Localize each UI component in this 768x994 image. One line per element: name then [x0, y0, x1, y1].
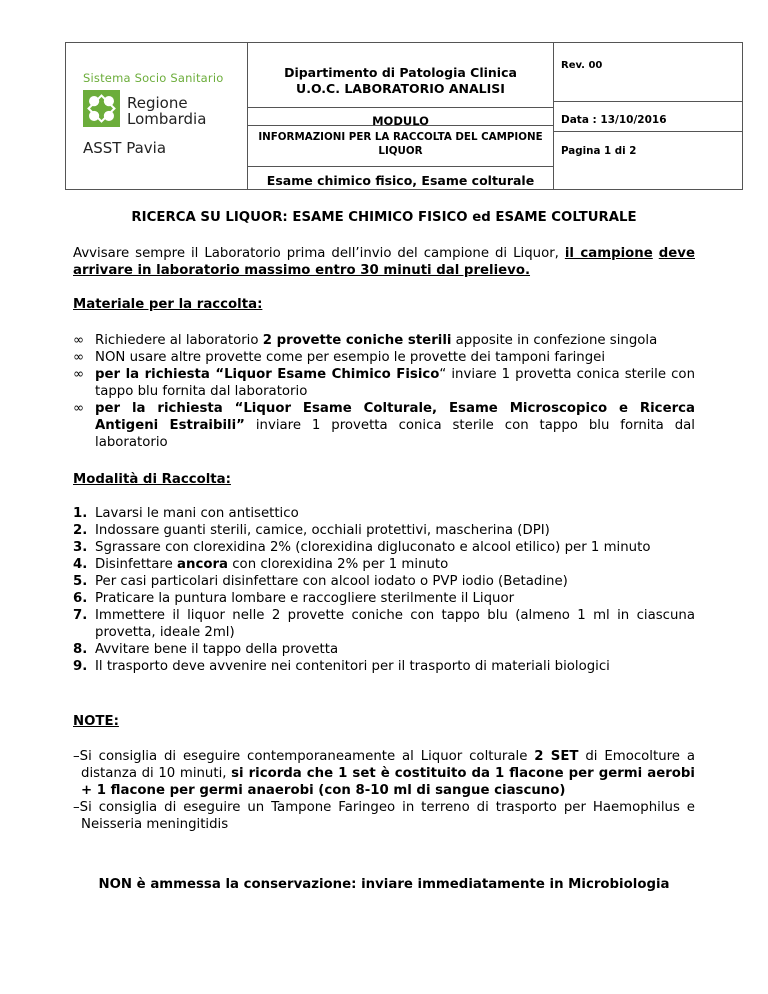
modulo-label: MODULO: [372, 114, 429, 128]
department-line2: U.O.C. LABORATORIO ANALISI: [296, 81, 505, 96]
material-list: [73, 332, 695, 451]
logo-system-text: Sistema Socio Sanitario: [83, 71, 224, 85]
divider: [247, 166, 553, 167]
list-item: 4. Disinfettare ancora con clorexidina 2% per 1 minuto: [73, 557, 449, 572]
material-heading: Materiale per la raccolta:: [73, 297, 263, 312]
notes-heading: NOTE:: [73, 714, 119, 729]
document-title: RICERCA SU LIQUOR: ESAME CHIMICO FISICO ed ESAME COLTURALE: [131, 210, 637, 225]
date-label: Data : 13/10/2016: [561, 114, 667, 126]
department-title: [248, 65, 553, 97]
list-item: ∞ Richiedere al laboratorio 2 provette coniche sterili apposite in confezione singola: [73, 333, 658, 348]
divider: [553, 131, 742, 132]
list-item: 2. Indossare guanti sterili, camice, occhiali protettivi, mascherina (DPI): [73, 523, 550, 538]
list-item: ∞ NON usare altre provette come per esempio le provette dei tamponi faringei: [73, 350, 606, 365]
bullet-icon: ∞: [73, 333, 85, 348]
logo-region-line1: Regione: [127, 94, 188, 112]
info-title: [248, 130, 553, 158]
info-line1: INFORMAZIONI PER LA RACCOLTA DEL CAMPIONE: [258, 131, 543, 143]
intro-emphasis-2: deve arrivare in laboratorio massimo entro 30 minuti dal prelievo.: [73, 246, 695, 278]
exam-title: Esame chimico fisico, Esame colturale: [266, 173, 535, 188]
intro-paragraph: [73, 245, 695, 279]
divider: [553, 43, 554, 189]
divider: [247, 107, 553, 108]
note-item: –Si consiglia di eseguire un Tampone Faringeo in terreno di trasporto per Haemophilus e Neisseria meningitidis: [73, 800, 695, 832]
collection-heading: Modalità di Raccolta:: [73, 472, 231, 487]
revision-label: Rev. 00: [561, 60, 603, 71]
list-item: ∞ per la richiesta “Liquor Esame Colturale, Esame Microscopico e Ricerca Antigeni Estraibili” inviare 1 provetta conica sterile con tappo blu fornita dal laboratorio: [73, 401, 696, 450]
info-line2: LIQUOR: [378, 145, 423, 157]
list-item: 1. Lavarsi le mani con antisettico: [73, 506, 299, 521]
header-table: [65, 42, 743, 190]
divider: [553, 101, 742, 102]
logo-region-line2: Lombardia: [127, 110, 207, 128]
bullet-icon: ∞: [73, 367, 85, 382]
intro-text: Avvisare sempre il Laboratorio prima dell’invio del campione di Liquor,: [73, 246, 565, 261]
bullet-icon: ∞: [73, 401, 85, 416]
list-item: ∞ per la richiesta “Liquor Esame Chimico Fisico“ inviare 1 provetta conica sterile con tappo blu fornita dal laboratorio: [73, 367, 695, 399]
page-number-label: Pagina 1 di 2: [561, 145, 637, 157]
logo-asst-text: ASST Pavia: [83, 139, 167, 157]
list-item: 3. Sgrassare con clorexidina 2% (clorexidina digluconato e alcool etilico) per 1 minuto: [73, 540, 651, 555]
lombardia-rose-icon: [83, 90, 120, 127]
list-item: 6. Praticare la puntura lombare e raccogliere sterilmente il Liquor: [73, 591, 515, 606]
notes-block: [73, 748, 695, 833]
list-item: 9. Il trasporto deve avvenire nei contenitori per il trasporto di materiali biologici: [73, 659, 610, 674]
list-item: 7. Immettere il liquor nelle 2 provette coniche con tappo blu (almeno 1 ml in ciascuna provetta, ideale 2ml): [73, 608, 695, 640]
department-line1: Dipartimento di Patologia Clinica: [284, 65, 517, 80]
bullet-icon: ∞: [73, 350, 85, 365]
organization-logo: [66, 43, 247, 189]
collection-steps-list: [73, 505, 695, 675]
list-item: 5. Per casi particolari disinfettare con alcool iodato o PVP iodio (Betadine): [73, 574, 568, 589]
storage-warning: NON è ammessa la conservazione: inviare immediatamente in Microbiologia: [98, 877, 670, 892]
intro-emphasis-1: il campione: [564, 246, 653, 261]
list-item: 8. Avvitare bene il tappo della provetta: [73, 642, 339, 657]
note-item: –Si consiglia di eseguire contemporaneamente al Liquor colturale 2 SET di Emocolture a distanza di 10 minuti, si ricorda che 1 set è costituito da 1 flacone per germi aerobi + 1 flacone per germi anaerobi (con 8-10 ml di sangue ciascuno): [73, 749, 695, 798]
logo-region-text: [127, 95, 206, 127]
